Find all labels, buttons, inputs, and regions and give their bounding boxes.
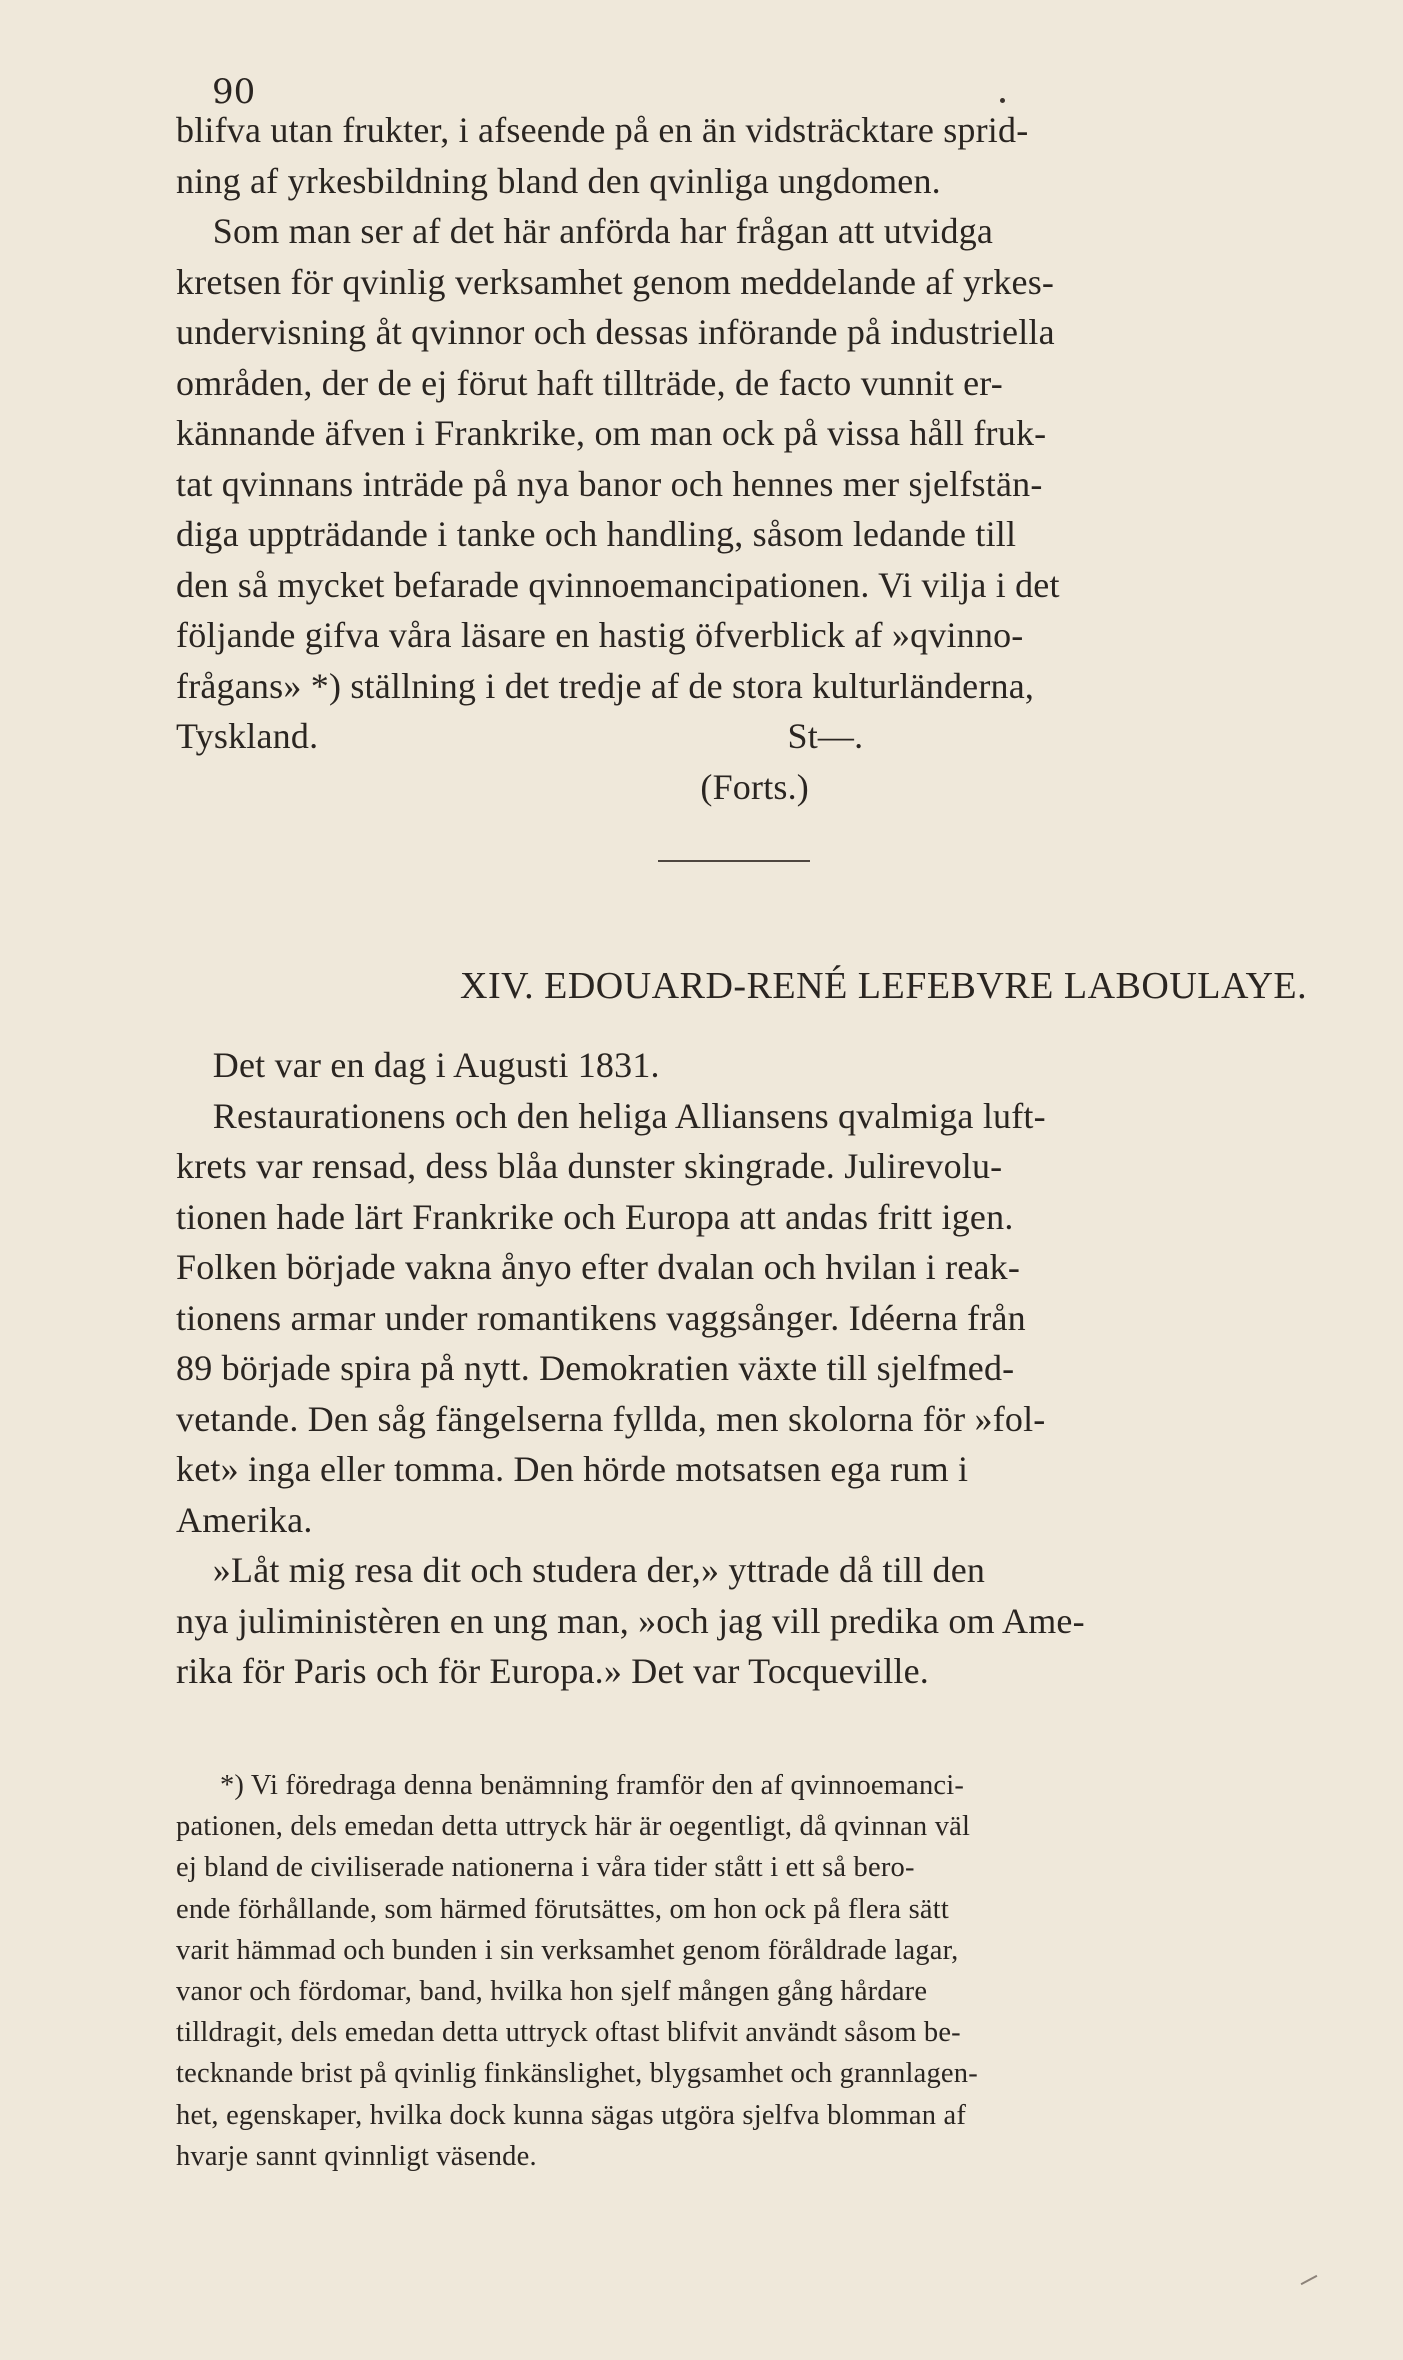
separator-dot [1000,98,1005,103]
page-corner-mark [1301,2275,1318,2285]
chapter-body: Det var en dag i Augusti 1831. Restaurationens och den heliga Alliansens qvalmiga luft- krets var rensad, dess blåa dunster skingrade. Julirevolu- tionen hade lärt Frankrike och Europa att andas fritt igen. Folken började vakna ånyo efter dvalan och hvilan i reak- tionens armar under romantikens vaggsånger. Idéerna från 89 började spira på nytt. Demokratien växte till sjelfmed- vetande. Den såg fängelserna fyllda, men skolorna för »fol- ket» inga eller tomma. Den hörde motsatsen ega rum i Amerika. »Låt mig resa dit och studera der,» yttrade då till den nya juliministèren en ung man, »och jag vill predika om Ame- rika för Paris och för Europa.» Det var Tocqueville. [176,1045,1085,1691]
chapter-heading: XIV. EDOUARD-RENÉ LEFEBVRE LABOULAYE. [460,965,1308,1007]
footnote-block: *) Vi föredraga denna benämning framför den af qvinnoemanci- pationen, dels emedan detta uttryck här är oegentligt, då qvinnan väl ej bland de civiliserade nationerna i våra tider stått i ett så bero- ende förhållande, som härmed förutsättes, om hon ock på flera sätt varit hämmad och bunden i sin verksamhet genom föråldrade lagar, vanor och fördomar, band, hvilka hon sjelf mången gång hårdare tilldragit, dels emedan detta uttryck oftast blifvit användt såsom be- tecknande brist på qvinlig finkänslighet, blygsamhet och grannlagen- het, egenskaper, hvilka dock kunna sägas utgöra sjelfva blomman af hvarje sannt qvinnligt väsende. [176,1770,978,2172]
section-divider [658,860,810,862]
main-text-block: blifva utan frukter, i afseende på en än vidsträcktare sprid- ning af yrkesbildning bland den qvinliga ungdomen. Som man ser af det här anförda har frågan att utvidga kretsen för qvinlig verksamhet genom meddelande af yrkes- undervisning åt qvinnor och dessas införande på industriella områden, der de ej förut haft tillträde, de facto vunnit er- kännande äfven i Frankrike, om man ock på vissa håll fruk- tat qvinnans inträde på nya banor och hennes mer sjelfstän- diga uppträdande i tanke och handling, såsom ledande till den så mycket befarade qvinnoemancipationen. Vi vilja i det följande gifva våra läsare en hastig öfverblick af »qvinno- frågans» *) ställning i det tredje af de stora kulturländerna, Tyskland. St—. (Forts.) [176,110,1060,807]
page-number: 90 [212,72,256,112]
